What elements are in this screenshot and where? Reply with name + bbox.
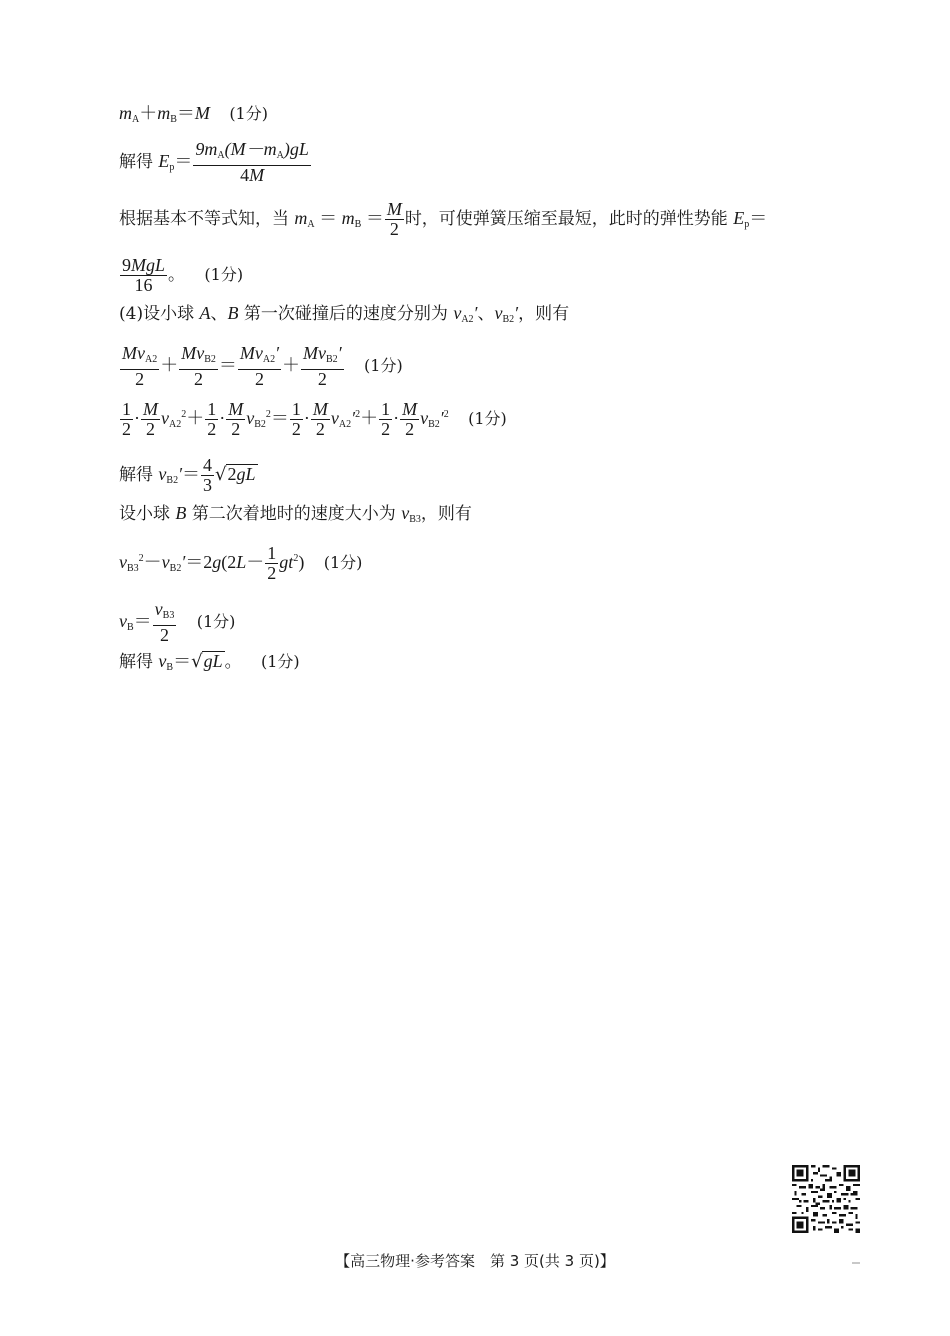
equation-kinematics: $v_{B3}^2-v_{B2}'=2g(2L-$ $\frac{1}{2}$ $gt^2$) (1分) bbox=[119, 543, 363, 583]
equation-energy: $\frac{1}{2}$ · $\frac{M}{2}$ $v_{A2}^2+$ $\frac{1}{2}$ · $\frac{M}{2}$ $v_{B2}^2=$ $\frac{1}{2}$ · $\frac{M}{2}$ $v_{A2}'^2+$ $\frac{1}{2}$ · $\frac{M}{2}$ $v_{B2}'^2$ (1分) bbox=[122, 399, 507, 439]
score-label: (1分) bbox=[196, 612, 236, 631]
inequality-text-a: 根据基本不等式知，当 bbox=[119, 209, 289, 229]
qr-code[interactable] bbox=[792, 1165, 860, 1233]
part4-text-c: ，则有 bbox=[518, 304, 570, 324]
part4-intro: (4)设小球 A、B 第一次碰撞后的速度分别为 $v_{A2}'$、$v_{B2}'$，则有 bbox=[119, 303, 570, 325]
equation-vb-result: 解得 $v_B=√gL$ 。 (1分) bbox=[119, 651, 300, 673]
page-footer: 【高三物理·参考答案 第 3 页(共 3 页)】 bbox=[335, 1252, 615, 1270]
equation-mass-sum: $m_A+m_B=M$ (1分) bbox=[119, 103, 268, 125]
score-label: (1分) bbox=[364, 356, 403, 375]
landing-text-b: 第二次着地时的速度大小为 bbox=[191, 504, 396, 524]
part4-text-b: 第一次碰撞后的速度分别为 bbox=[243, 304, 448, 324]
score-label: (1分) bbox=[229, 104, 268, 123]
solve-prefix: 解得 bbox=[119, 652, 153, 672]
landing-text-c: ，则有 bbox=[420, 504, 472, 524]
part4-text-a: (4)设小球 bbox=[119, 304, 195, 324]
landing-text-a: 设小球 bbox=[119, 504, 170, 524]
solve-prefix: 解得 bbox=[119, 465, 153, 485]
score-label: (1分) bbox=[323, 553, 363, 572]
equation-ep-result: 解得 $E_p=$ $\frac{9m_A(M-m_A)gL}{4M}$ bbox=[119, 139, 309, 185]
score-label: (1分) bbox=[468, 409, 507, 428]
equation-vb-half: $v_B=$ $\frac{v_{B3}}{2}$ (1分) bbox=[119, 599, 236, 645]
solve-prefix: 解得 bbox=[119, 152, 153, 172]
second-landing-intro: 设小球 B 第二次着地时的速度大小为 $v_{B3}$，则有 bbox=[119, 503, 472, 525]
equation-ep-min: $\frac{\text{9MgL}}{16}$ 。 (1分) bbox=[122, 255, 244, 295]
equation-momentum: $\frac{Mv_{A2}}{2}$ ＋ $\frac{Mv_{B2}}{2}$ ＝ $\frac{Mv_{A2}'}{2}$ ＋ $\frac{Mv_{B2}'}{2}$ (1分) bbox=[122, 343, 403, 389]
score-label: (1分) bbox=[260, 652, 300, 671]
inequality-text-b: 时，可使弹簧压缩至最短，此时的弹性势能 bbox=[404, 209, 728, 229]
score-label: (1分) bbox=[204, 265, 244, 284]
inequality-statement: 根据基本不等式知，当 $m_A = m_B$ ＝ $\frac{M}{2}$ 时，可使弹簧压缩至最短，此时的弹性势能 $E_p=$ bbox=[119, 199, 768, 239]
equation-vb2-result: 解得 $v_{B2}'=$ $\frac{4}{3}$ √2gL bbox=[119, 455, 256, 495]
